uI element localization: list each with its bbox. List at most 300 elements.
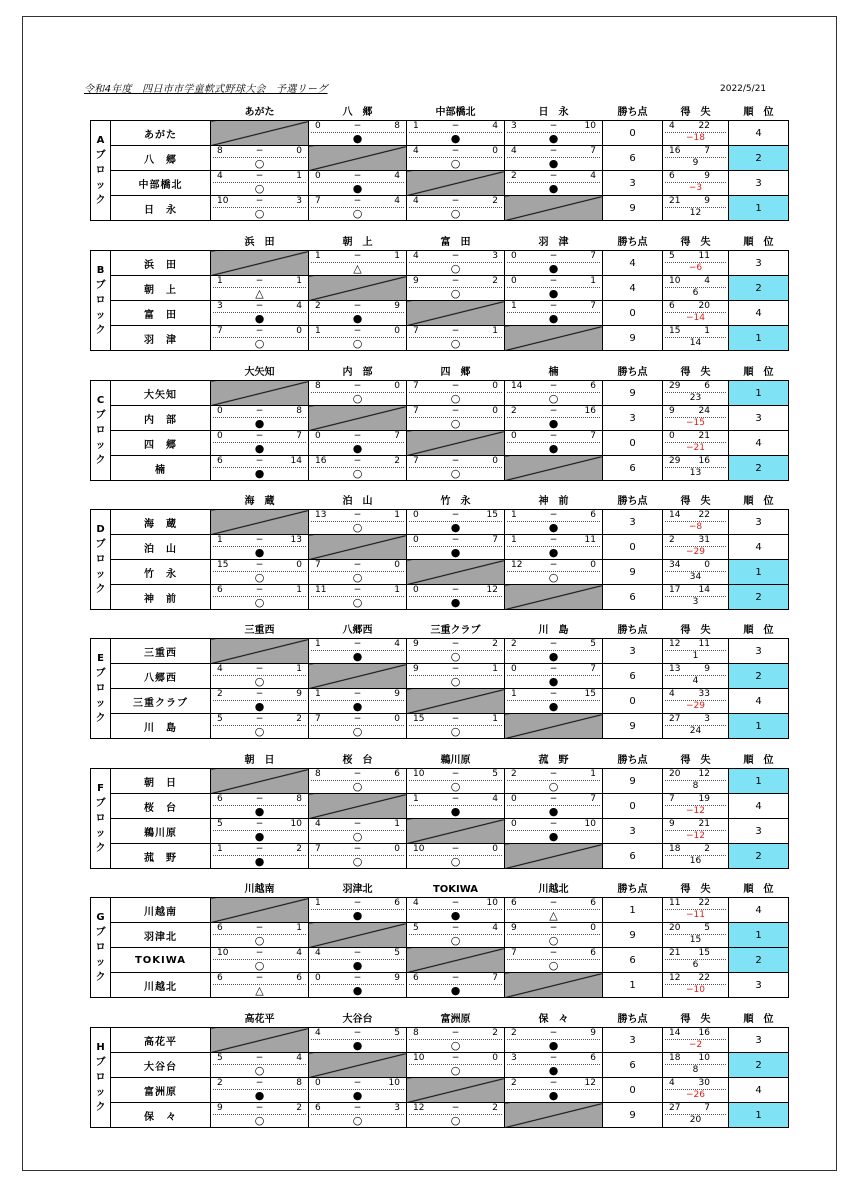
score-for: 6	[511, 898, 517, 908]
goals-box	[663, 381, 728, 405]
match-score	[211, 456, 308, 480]
result-mark-icon: ○	[352, 780, 363, 793]
score-against: 0	[590, 560, 596, 570]
score-against: 7	[590, 251, 596, 261]
runs-scored: 0	[669, 431, 675, 441]
points-cell: 3	[603, 171, 663, 196]
points-cell: 0	[603, 301, 663, 326]
runs-allowed: 0	[704, 560, 710, 570]
team-row	[91, 664, 789, 689]
score-against: 16	[584, 406, 596, 416]
column-header-label: 三重クラブ	[430, 625, 481, 636]
block-label-char: ッ	[95, 828, 106, 839]
score-for: 7	[315, 714, 321, 724]
goals-cell	[663, 1103, 729, 1128]
score-dash: −	[451, 146, 460, 156]
runs-scored: 16	[669, 146, 681, 156]
match-score	[309, 431, 406, 455]
score-dash: −	[549, 664, 558, 674]
runs-allowed: 33	[698, 689, 710, 699]
match-score	[211, 535, 308, 559]
run-difference: 13	[689, 468, 702, 478]
points-cell: 0	[603, 431, 663, 456]
column-header-team	[211, 754, 309, 769]
rank-header	[729, 883, 789, 898]
self-match-cell	[407, 819, 505, 844]
score-against: 5	[590, 639, 596, 649]
match-cell	[309, 196, 407, 221]
run-difference: 34	[689, 572, 702, 582]
goals-box	[663, 973, 728, 997]
points-cell: 6	[603, 456, 663, 481]
score-against: 8	[394, 121, 400, 131]
score-against: 0	[492, 1053, 498, 1063]
column-header-team	[505, 106, 603, 121]
result-mark-icon: ○	[352, 467, 363, 480]
team-name: 大矢知	[111, 381, 211, 406]
block-label-char: ッ	[95, 698, 106, 709]
rank-cell: 1	[729, 381, 789, 406]
points-cell: 1	[603, 898, 663, 923]
score-against: 6	[590, 381, 596, 391]
goals-box	[663, 714, 728, 738]
match-score	[211, 406, 308, 430]
score-dash: −	[451, 251, 460, 261]
score-dash: −	[549, 1053, 558, 1063]
score-for: 8	[217, 146, 223, 156]
header-spacer	[91, 366, 111, 381]
score-against: 12	[584, 1078, 596, 1088]
score-dash: −	[353, 639, 362, 649]
block-letter: E	[97, 653, 104, 664]
match-score	[505, 689, 602, 713]
score-against: 0	[492, 844, 498, 854]
rank-cell: 4	[729, 1078, 789, 1103]
goals-box	[663, 431, 728, 455]
match-score	[407, 196, 504, 220]
run-difference: 6	[692, 960, 699, 970]
points-cell: 9	[603, 923, 663, 948]
score-dash: −	[549, 510, 558, 520]
result-mark-icon: ●	[254, 417, 265, 430]
score-for: 0	[511, 794, 517, 804]
match-cell	[407, 535, 505, 560]
rank-header	[729, 236, 789, 251]
score-for: 1	[511, 535, 517, 545]
score-for: 15	[413, 714, 425, 724]
score-for: 0	[511, 431, 517, 441]
score-for: 4	[413, 196, 419, 206]
self-match-cell	[309, 276, 407, 301]
score-for: 10	[413, 844, 425, 854]
result-mark-icon: ●	[548, 312, 559, 325]
result-mark-icon: ●	[548, 157, 559, 170]
score-dash: −	[353, 381, 362, 391]
team-row	[91, 276, 789, 301]
score-for: 9	[413, 664, 419, 674]
score-against: 7	[296, 431, 302, 441]
rank-cell: 3	[729, 510, 789, 535]
score-dash: −	[451, 714, 460, 724]
rank-header	[729, 1013, 789, 1028]
team-row	[91, 973, 789, 998]
match-score	[407, 276, 504, 300]
match-score	[407, 923, 504, 947]
goals-box	[663, 560, 728, 584]
block-label-char: ク	[95, 843, 106, 854]
score-for: 9	[413, 639, 419, 649]
self-match-cell	[211, 510, 309, 535]
column-header-team	[407, 624, 505, 639]
team-name: 三重クラブ	[111, 689, 211, 714]
team-row	[91, 585, 789, 610]
match-score	[211, 973, 308, 997]
team-row	[91, 456, 789, 481]
self-match-cell	[211, 1028, 309, 1053]
score-for: 0	[413, 585, 419, 595]
goals-box	[663, 406, 728, 430]
goals-header-label: 得 失	[680, 1014, 711, 1025]
match-score	[211, 1078, 308, 1102]
score-for: 0	[315, 121, 321, 131]
match-score	[407, 844, 504, 868]
match-cell	[505, 689, 603, 714]
match-cell	[211, 844, 309, 869]
goals-box	[663, 639, 728, 663]
block-label	[91, 769, 111, 869]
goals-header	[663, 366, 729, 381]
block-label-char: ブ	[95, 410, 106, 421]
score-for: 0	[511, 664, 517, 674]
result-mark-icon: ●	[450, 596, 461, 609]
score-dash: −	[451, 381, 460, 391]
runs-scored: 34	[669, 560, 681, 570]
runs-allowed: 30	[698, 1078, 710, 1088]
score-dash: −	[255, 1053, 264, 1063]
score-against: 4	[394, 196, 400, 206]
header-spacer	[91, 106, 111, 121]
score-for: 5	[217, 819, 223, 829]
result-mark-icon: ○	[548, 959, 559, 972]
header-spacer	[111, 236, 211, 251]
result-mark-icon: ○	[254, 571, 265, 584]
match-cell	[211, 1103, 309, 1128]
score-for: 1	[217, 535, 223, 545]
result-mark-icon: ○	[352, 337, 363, 350]
column-header-team	[505, 236, 603, 251]
score-for: 10	[217, 948, 229, 958]
goals-box	[663, 1053, 728, 1077]
block-label	[91, 121, 111, 221]
runs-allowed: 4	[704, 276, 710, 286]
match-score	[309, 251, 406, 275]
score-for: 1	[511, 301, 517, 311]
score-against: 2	[296, 714, 302, 724]
block-label	[91, 639, 111, 739]
result-mark-icon: ●	[548, 182, 559, 195]
match-score	[505, 664, 602, 688]
runs-scored: 20	[669, 923, 681, 933]
match-cell	[211, 431, 309, 456]
score-against: 1	[296, 276, 302, 286]
team-row	[91, 639, 789, 664]
block-letter: F	[97, 783, 104, 794]
score-against: 1	[296, 171, 302, 181]
goals-box	[663, 769, 728, 793]
match-score	[309, 948, 406, 972]
points-cell: 3	[603, 819, 663, 844]
goals-header-label: 得 失	[680, 496, 711, 507]
goals-header-label: 得 失	[680, 755, 711, 766]
self-match-cell	[211, 769, 309, 794]
score-dash: −	[549, 1028, 558, 1038]
match-cell	[505, 948, 603, 973]
goals-header-label: 得 失	[680, 884, 711, 895]
score-dash: −	[549, 171, 558, 181]
score-for: 0	[217, 431, 223, 441]
result-mark-icon: △	[255, 287, 264, 300]
match-cell	[211, 326, 309, 351]
column-header-label: TOKIWA	[432, 884, 479, 895]
match-cell	[211, 664, 309, 689]
self-match-cell	[309, 1053, 407, 1078]
column-header-label: 三重西	[244, 625, 275, 636]
points-header-label: 勝ち点	[617, 755, 648, 766]
score-for: 4	[315, 948, 321, 958]
match-cell	[309, 585, 407, 610]
score-for: 1	[217, 276, 223, 286]
score-for: 4	[413, 146, 419, 156]
goals-box	[663, 1078, 728, 1102]
result-mark-icon: ●	[450, 521, 461, 534]
score-dash: −	[451, 794, 460, 804]
match-cell	[505, 1078, 603, 1103]
score-against: 4	[492, 121, 498, 131]
match-cell	[309, 639, 407, 664]
score-dash: −	[255, 1103, 264, 1113]
match-cell	[211, 714, 309, 739]
score-for: 1	[217, 844, 223, 854]
score-against: 10	[584, 121, 596, 131]
column-header-team	[505, 754, 603, 769]
score-dash: −	[353, 769, 362, 779]
score-against: 6	[394, 898, 400, 908]
score-against: 9	[394, 301, 400, 311]
rank-cell: 4	[729, 898, 789, 923]
header-spacer	[111, 624, 211, 639]
column-header-label: 川越南	[244, 884, 275, 895]
points-header	[603, 106, 663, 121]
points-cell: 6	[603, 585, 663, 610]
team-name: 内 部	[111, 406, 211, 431]
run-difference: 15	[689, 935, 702, 945]
runs-allowed: 11	[698, 639, 710, 649]
goals-cell	[663, 326, 729, 351]
score-against: 3	[492, 251, 498, 261]
block-letter: A	[96, 135, 105, 146]
score-against: 4	[296, 948, 302, 958]
runs-scored: 7	[669, 794, 675, 804]
block-label-char: ッ	[95, 1087, 106, 1098]
column-header-team	[211, 366, 309, 381]
goals-cell	[663, 639, 729, 664]
match-cell	[211, 535, 309, 560]
score-dash: −	[255, 301, 264, 311]
header-spacer	[91, 495, 111, 510]
score-for: 0	[413, 535, 419, 545]
runs-scored: 12	[669, 639, 681, 649]
result-mark-icon: ○	[254, 675, 265, 688]
match-score	[407, 1103, 504, 1127]
score-for: 6	[413, 973, 419, 983]
runs-allowed: 22	[698, 121, 710, 131]
goals-box	[663, 510, 728, 534]
score-against: 6	[296, 973, 302, 983]
result-mark-icon: ●	[548, 287, 559, 300]
score-dash: −	[549, 639, 558, 649]
score-for: 3	[217, 301, 223, 311]
match-cell	[407, 923, 505, 948]
score-against: 1	[394, 585, 400, 595]
rank-cell: 3	[729, 171, 789, 196]
match-score	[407, 585, 504, 609]
block-label-char: ッ	[95, 569, 106, 580]
score-against: 4	[296, 1053, 302, 1063]
score-against: 3	[296, 196, 302, 206]
column-header-team	[505, 1013, 603, 1028]
column-header-team	[505, 366, 603, 381]
team-name: 三重西	[111, 639, 211, 664]
match-score	[407, 510, 504, 534]
column-header-label: 富 田	[440, 237, 471, 248]
block-label-char: ブ	[95, 798, 106, 809]
self-match-cell	[407, 431, 505, 456]
team-row	[91, 146, 789, 171]
column-header-label: 羽 津	[538, 237, 569, 248]
score-dash: −	[255, 973, 264, 983]
team-name: 泊 山	[111, 535, 211, 560]
score-for: 8	[315, 769, 321, 779]
score-dash: −	[353, 948, 362, 958]
team-name: 八郷西	[111, 664, 211, 689]
score-for: 12	[413, 1103, 425, 1113]
score-dash: −	[255, 456, 264, 466]
block-label	[91, 510, 111, 610]
score-for: 0	[511, 251, 517, 261]
runs-allowed: 24	[698, 406, 710, 416]
match-cell	[309, 171, 407, 196]
runs-allowed: 16	[698, 1028, 710, 1038]
score-dash: −	[255, 844, 264, 854]
block-table-d	[90, 495, 789, 610]
match-score	[407, 639, 504, 663]
runs-allowed: 10	[698, 1053, 710, 1063]
score-for: 0	[511, 819, 517, 829]
result-mark-icon: ●	[450, 909, 461, 922]
column-header-label: 朝 上	[342, 237, 373, 248]
goals-cell	[663, 510, 729, 535]
column-header-label: 川 島	[538, 625, 569, 636]
goals-cell	[663, 948, 729, 973]
goals-box	[663, 689, 728, 713]
points-header	[603, 366, 663, 381]
match-cell	[505, 276, 603, 301]
team-row	[91, 1028, 789, 1053]
result-mark-icon: △	[353, 262, 362, 275]
match-cell	[211, 1078, 309, 1103]
column-header-label: あがた	[244, 107, 275, 118]
match-score	[309, 510, 406, 534]
score-against: 4	[394, 171, 400, 181]
score-for: 6	[217, 456, 223, 466]
result-mark-icon: ○	[254, 934, 265, 947]
goals-cell	[663, 276, 729, 301]
score-for: 9	[511, 923, 517, 933]
rank-cell: 2	[729, 146, 789, 171]
match-cell	[407, 1103, 505, 1128]
runs-scored: 9	[669, 406, 675, 416]
score-for: 15	[217, 560, 229, 570]
score-dash: −	[255, 585, 264, 595]
result-mark-icon: ●	[450, 805, 461, 818]
score-dash: −	[353, 171, 362, 181]
score-dash: −	[451, 844, 460, 854]
match-cell	[407, 844, 505, 869]
points-cell: 6	[603, 1053, 663, 1078]
rank-header-label: 順 位	[743, 755, 774, 766]
block-label-char: ブ	[95, 539, 106, 550]
goals-cell	[663, 196, 729, 221]
self-match-cell	[407, 171, 505, 196]
match-cell	[407, 1028, 505, 1053]
runs-scored: 18	[669, 844, 681, 854]
self-match-cell	[407, 1078, 505, 1103]
score-against: 0	[394, 560, 400, 570]
column-header-label: 八 郷	[342, 107, 373, 118]
result-mark-icon: ○	[450, 337, 461, 350]
score-for: 7	[413, 456, 419, 466]
goals-cell	[663, 689, 729, 714]
self-match-cell	[309, 923, 407, 948]
score-against: 7	[492, 973, 498, 983]
points-cell: 4	[603, 251, 663, 276]
match-cell	[407, 406, 505, 431]
column-header-team	[407, 1013, 505, 1028]
score-for: 14	[511, 381, 523, 391]
header-spacer	[111, 106, 211, 121]
score-dash: −	[255, 171, 264, 181]
score-for: 4	[413, 898, 419, 908]
rank-cell: 1	[729, 923, 789, 948]
run-difference: 16	[689, 856, 702, 866]
score-against: 0	[394, 326, 400, 336]
result-mark-icon: ○	[450, 417, 461, 430]
match-score	[407, 794, 504, 818]
block-label-char: ブ	[95, 150, 106, 161]
goals-cell	[663, 1028, 729, 1053]
block-letter: H	[96, 1042, 105, 1053]
match-score	[211, 1103, 308, 1127]
points-cell: 9	[603, 560, 663, 585]
score-dash: −	[549, 121, 558, 131]
result-mark-icon: ○	[254, 157, 265, 170]
team-name: 八 郷	[111, 146, 211, 171]
score-dash: −	[255, 714, 264, 724]
points-header-label: 勝ち点	[617, 625, 648, 636]
score-against: 1	[296, 923, 302, 933]
score-against: 2	[296, 844, 302, 854]
score-against: 1	[590, 276, 596, 286]
